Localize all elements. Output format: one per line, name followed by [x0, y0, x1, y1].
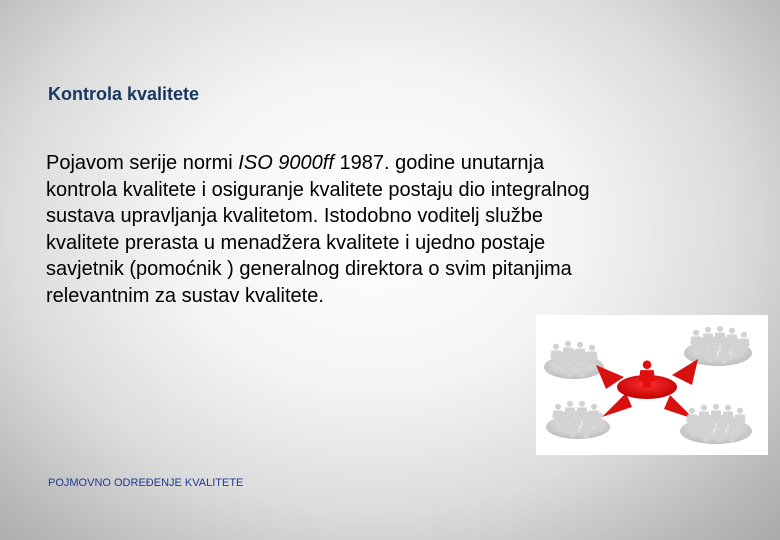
team-leader-illustration	[536, 315, 768, 455]
body-paragraph	[46, 150, 736, 309]
slide-title: Kontrola kvalitete	[48, 84, 200, 104]
body-text-rest: 1987. godine unutarnja kontrola kvalitete i osiguranje kvalitete postaju dio integralnog sustava upravljanja kvalitetom. Istodobno voditelj službe kvalitete prerasta u menadžera kvalitete i ujedno postaje savjetnik (pomoćnik ) generalnog direktora o svim pitanjima relevantnim za sustav kvalitete.	[46, 152, 590, 307]
team-leader-figures-icon	[536, 315, 768, 455]
body-text-italic: ISO 9000ff	[238, 152, 334, 174]
body-text-start: Pojavom serije normi	[46, 152, 239, 174]
footer-label: POJMOVNO ODREĐENJE KVALITETE	[48, 477, 244, 489]
